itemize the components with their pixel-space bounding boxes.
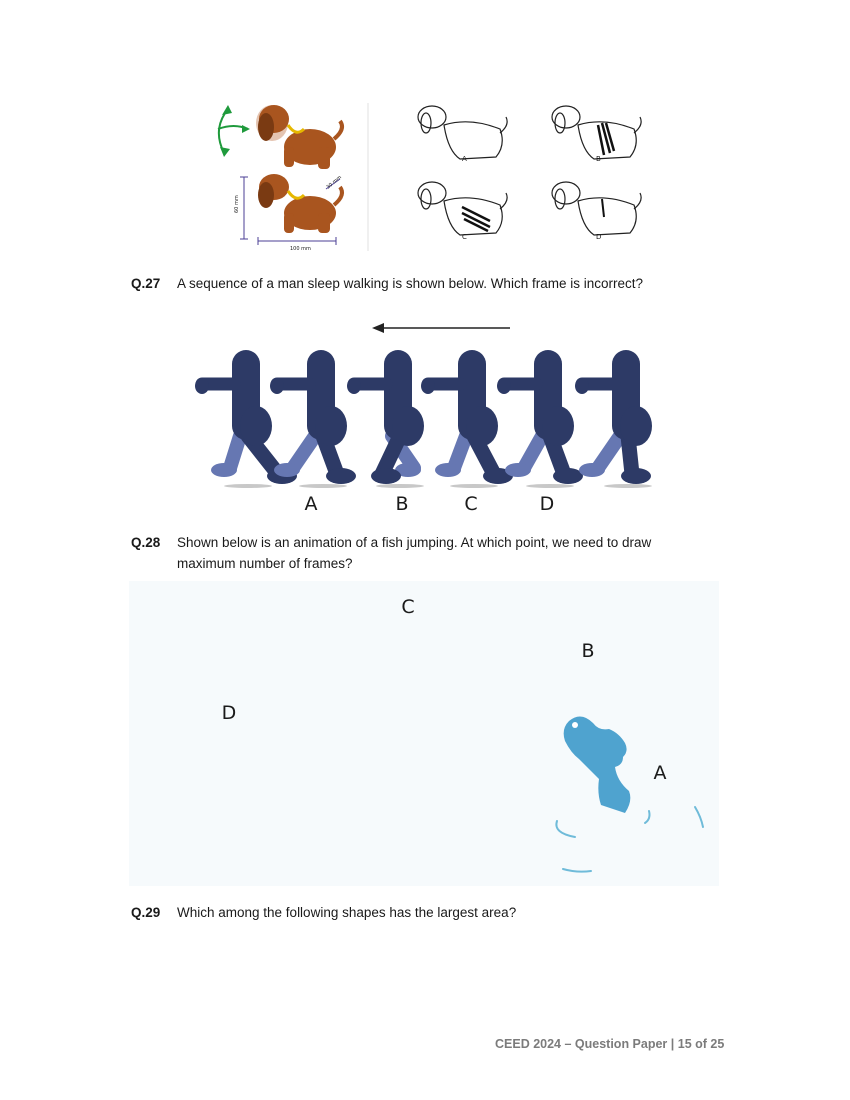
outline-dog-a	[418, 106, 507, 163]
walker-frame	[347, 350, 424, 488]
direction-arrow-icon	[372, 323, 510, 333]
walker-frame	[270, 350, 356, 488]
footer-page-number: 15 of 25	[677, 1037, 725, 1051]
walker-frame	[575, 350, 652, 488]
q28-text-line1: Shown below is an animation of a fish jumping. At which point, we need to draw	[177, 535, 652, 550]
q28-number: Q.28	[131, 535, 161, 550]
rotate-arrows-icon	[218, 105, 250, 157]
dim-diag-label: 30 mm	[325, 174, 343, 191]
outline-dog-a-label: A	[462, 155, 467, 163]
outline-dog-d-label: D	[596, 233, 602, 241]
brown-dog-top	[256, 105, 342, 169]
frame-label-c: C	[464, 493, 478, 515]
q27-text: A sequence of a man sleep walking is shown below. Which frame is incorrect?	[177, 276, 643, 291]
frame-label-b: B	[395, 493, 409, 515]
dim-width-label: 100 mm	[290, 246, 311, 252]
point-label-d: D	[221, 702, 237, 724]
footer-title: CEED 2024 – Question Paper |	[495, 1037, 675, 1051]
point-label-b: B	[581, 640, 595, 662]
outline-dog-c-label: C	[462, 233, 467, 241]
point-label-a: A	[653, 762, 667, 784]
outline-dog-b	[552, 106, 641, 163]
outline-dog-c	[418, 182, 507, 241]
q27-number: Q.27	[131, 276, 161, 291]
frame-label-a: A	[304, 493, 318, 515]
dog-figure	[200, 95, 660, 255]
outline-dog-d	[552, 182, 641, 241]
q29-number: Q.29	[131, 905, 161, 920]
dim-height-label: 60 mm	[234, 195, 240, 213]
outline-dog-b-label: B	[596, 155, 601, 163]
q28-text-line2: maximum number of frames?	[177, 556, 353, 571]
walker-frame	[421, 350, 513, 488]
page-footer	[495, 1037, 724, 1051]
q29-text: Which among the following shapes has the largest area?	[177, 905, 517, 920]
point-label-c: C	[401, 596, 415, 618]
sleepwalk-sequence	[190, 318, 660, 518]
walker-frame	[497, 350, 583, 488]
fish-jump-figure	[129, 581, 719, 886]
frame-label-d: D	[539, 493, 555, 515]
